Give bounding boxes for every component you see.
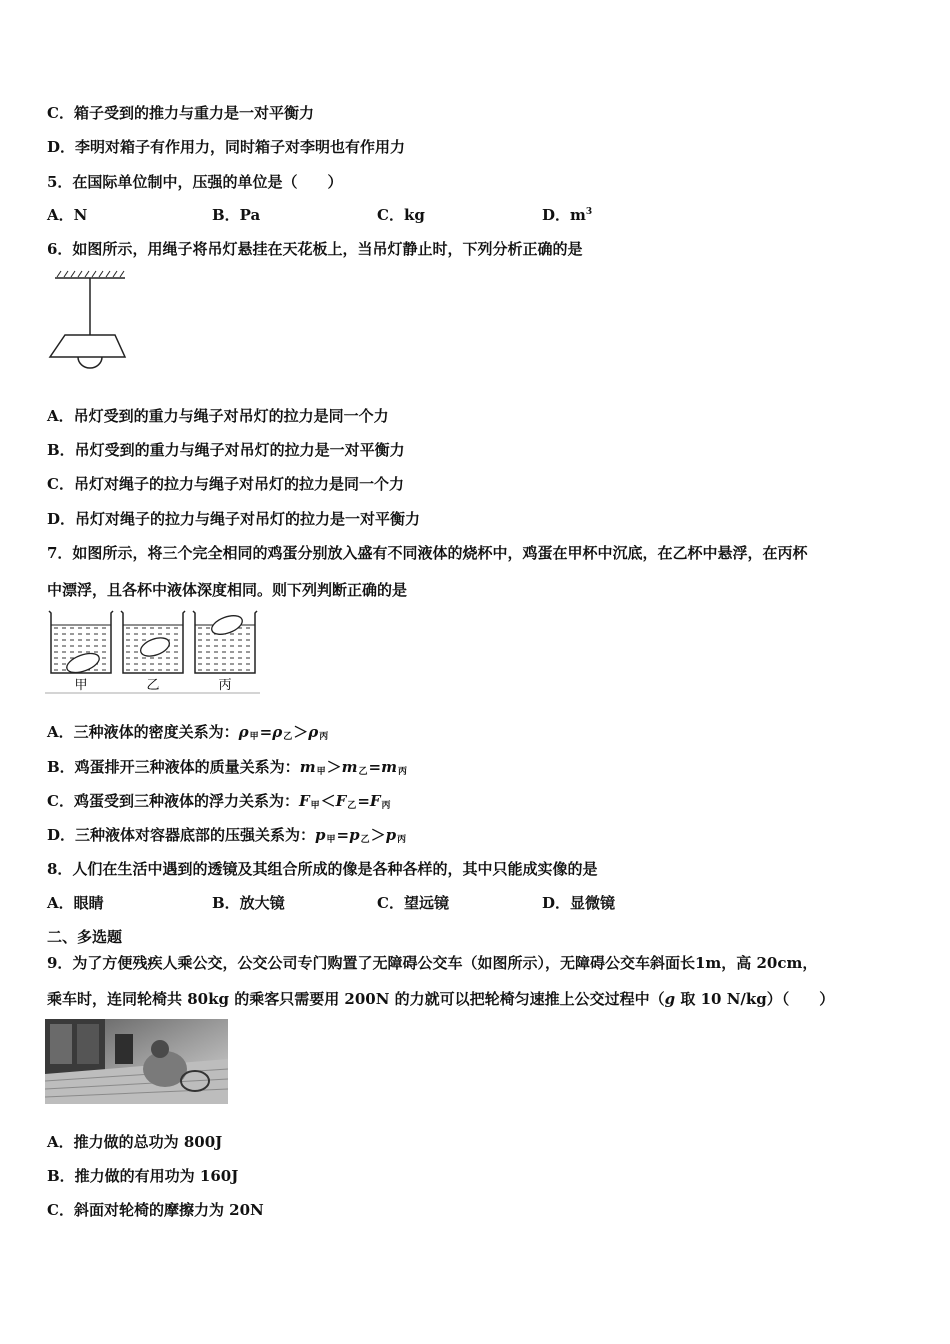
q7-option-a <box>47 721 329 742</box>
rho-symbol: ρ <box>238 723 249 741</box>
m-symbol: m <box>341 758 358 776</box>
q9-stem-line2-b: 取 10 N/kg）（ ） <box>675 990 835 1008</box>
helper-person <box>115 1034 133 1064</box>
q5-option-d-text: D．m <box>542 206 586 224</box>
q7-option-d <box>47 824 407 845</box>
p-symbol: p <box>349 826 360 844</box>
beaker-yi <box>121 611 185 673</box>
sub-jia: 甲 <box>310 801 320 811</box>
label-jia: 甲 <box>74 678 88 693</box>
q9-stem-line2-a: 乘车时，连同轮椅共 80kg 的乘客只需要用 200N 的力就可以把轮椅匀速推上公交过程中（ <box>47 990 665 1008</box>
f-symbol: F <box>298 792 310 810</box>
q6-option-a: A．吊灯受到的重力与绳子对吊灯的拉力是同一个力 <box>47 407 389 425</box>
relation-sign: = <box>357 792 370 810</box>
q7-stem-line2: 中漂浮，且各杯中液体深度相同。则下列判断正确的是 <box>47 581 408 599</box>
relation-sign: = <box>336 826 350 844</box>
lamp-bulb <box>78 357 102 368</box>
q8-option-c: C．望远镜 <box>377 894 449 912</box>
sub-yi: 乙 <box>360 835 370 845</box>
label-yi: 乙 <box>146 678 160 693</box>
section-heading: 二、多选题 <box>47 928 123 946</box>
sub-yi: 乙 <box>283 732 293 742</box>
m-symbol: m <box>381 758 397 776</box>
rho-symbol: ρ <box>308 723 319 741</box>
beaker-bing <box>193 611 257 673</box>
relation-sign: ＞ <box>370 826 386 844</box>
sub-yi: 乙 <box>358 767 368 777</box>
q7-option-b-text: B．鸡蛋排开三种液体的质量关系为： <box>47 758 300 776</box>
ceiling-hatch <box>57 271 124 277</box>
bus-ramp-photo <box>45 1019 228 1104</box>
q8-stem: 8．人们在生活中遇到的透镜及其组合所成的像是各种各样的，其中只能成实像的是 <box>47 860 598 878</box>
q9-option-a: A．推力做的总功为 800J <box>47 1133 223 1151</box>
q6-option-b: B．吊灯受到的重力与绳子对吊灯的拉力是一对平衡力 <box>47 441 405 459</box>
label-bing: 丙 <box>218 678 232 693</box>
sub-jia: 甲 <box>316 767 326 777</box>
m-symbol: m <box>299 758 316 776</box>
q6-stem: 6．如图所示，用绳子将吊灯悬挂在天花板上，当吊灯静止时，下列分析正确的是 <box>47 240 583 258</box>
q8-option-a: A．眼睛 <box>47 894 104 912</box>
f-symbol: F <box>335 792 347 810</box>
relation-sign: ＞ <box>293 723 309 741</box>
f-symbol: F <box>369 792 381 810</box>
q7-option-c <box>47 790 392 811</box>
q7-stem-line1: 7．如图所示，将三个完全相同的鸡蛋分别放入盛有不同液体的烧杯中，鸡蛋在甲杯中沉底，在乙杯中悬浮，在丙杯 <box>47 544 808 562</box>
q7-option-a-text: A．三种液体的密度关系为： <box>47 723 239 741</box>
relation-sign: = <box>368 758 382 776</box>
sub-bing: 丙 <box>397 767 407 777</box>
relation-sign: = <box>259 723 273 741</box>
sub-jia: 甲 <box>249 732 259 742</box>
q9-option-c: C．斜面对轮椅的摩擦力为 20N <box>47 1201 264 1219</box>
q7-option-d-text: D．三种液体对容器底部的压强关系为： <box>47 826 316 844</box>
q4-option-c: C．箱子受到的推力与重力是一对平衡力 <box>47 104 314 122</box>
q5-stem: 5．在国际单位制中，压强的单位是（ ） <box>47 173 343 191</box>
three-beakers-figure <box>45 607 260 695</box>
q5-option-d-sup: 3 <box>585 207 593 217</box>
p-symbol: p <box>315 826 326 844</box>
sub-bing: 丙 <box>397 835 407 845</box>
q6-option-d: D．吊灯对绳子的拉力与绳子对吊灯的拉力是一对平衡力 <box>47 510 421 528</box>
hanging-lamp-figure <box>45 268 135 373</box>
q5-option-c: C．kg <box>377 206 425 224</box>
q7-option-b <box>47 756 408 777</box>
q5-option-d <box>542 204 592 225</box>
beaker-jia <box>49 611 113 676</box>
sub-jia: 甲 <box>326 835 336 845</box>
lamp-shade <box>50 335 125 357</box>
q9-stem-line1: 9．为了方便残疾人乘公交，公交公司专门购置了无障碍公交车（如图所示），无障碍公交车斜面长1m，高 20cm， <box>47 954 818 972</box>
q5-option-a: A．N <box>47 206 88 224</box>
q9-stem-line2 <box>47 988 834 1009</box>
relation-sign: ＜ <box>320 792 336 810</box>
p-symbol: p <box>385 826 397 844</box>
q5-option-b: B．Pa <box>212 206 261 224</box>
relation-sign: ＞ <box>326 758 342 776</box>
q8-option-b: B．放大镜 <box>212 894 285 912</box>
rho-symbol: ρ <box>272 723 283 741</box>
q7-option-c-text: C．鸡蛋受到三种液体的浮力关系为： <box>47 792 299 810</box>
q8-option-d: D．显微镜 <box>542 894 616 912</box>
sub-bing: 丙 <box>381 801 391 811</box>
sub-bing: 丙 <box>319 732 329 742</box>
g-symbol: g <box>664 990 676 1008</box>
q9-option-b: B．推力做的有用功为 160J <box>47 1167 239 1185</box>
q6-option-c: C．吊灯对绳子的拉力与绳子对吊灯的拉力是同一个力 <box>47 475 404 493</box>
sub-yi: 乙 <box>347 801 357 811</box>
q4-option-d: D．李明对箱子有作用力，同时箱子对李明也有作用力 <box>47 138 406 156</box>
